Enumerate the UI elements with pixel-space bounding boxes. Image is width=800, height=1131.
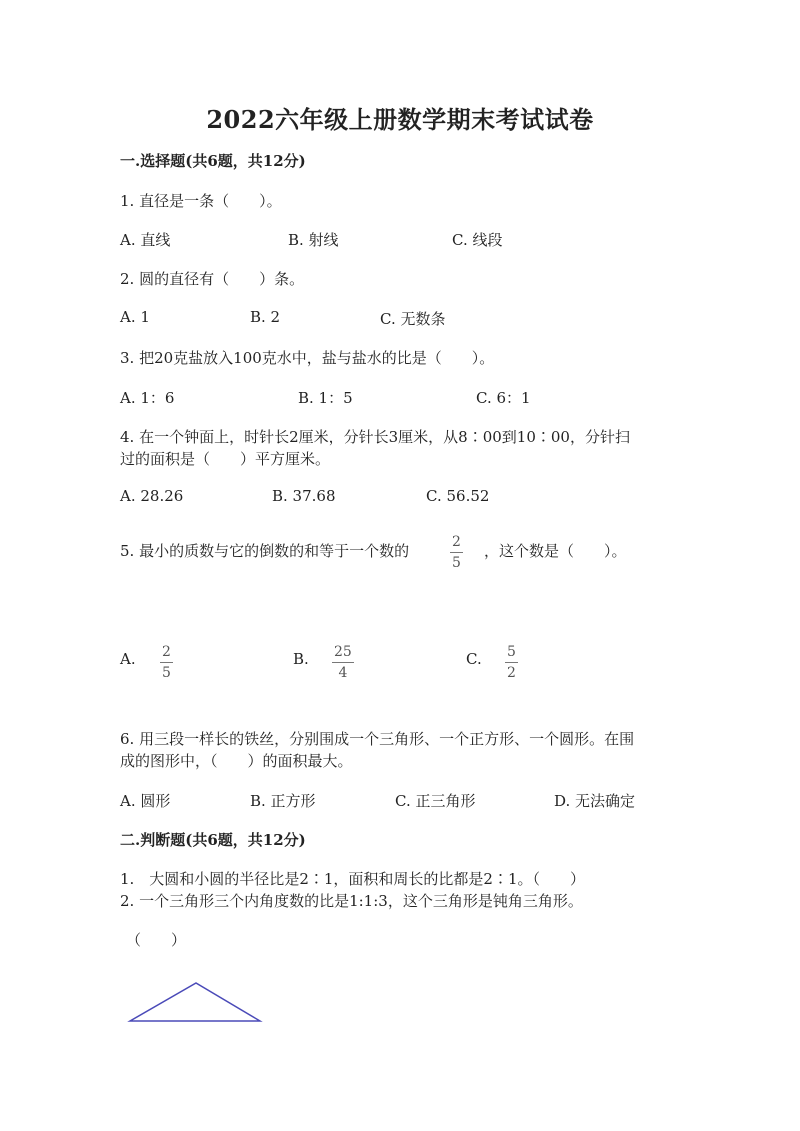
fraction-denominator: 5	[162, 665, 171, 681]
question-4-line-2: 过的面积是（ ）平方厘米。	[120, 450, 331, 468]
q2-option-c: C. 无数条	[380, 310, 446, 328]
obtuse-triangle-figure	[120, 975, 270, 1030]
q2-option-b: B. 2	[250, 308, 281, 326]
q6-option-c: C. 正三角形	[395, 792, 476, 810]
q2-option-a: A. 1	[120, 308, 150, 326]
question-4-line-1: 4. 在一个钟面上，时针长2厘米，分针长3厘米，从8∶00到10∶00，分针扫	[120, 428, 630, 446]
section-heading-judgement: 二.判断题(共6题，共12分)	[120, 831, 306, 849]
question-2: 2. 圆的直径有（ ）条。	[120, 270, 305, 288]
q1-option-b: B. 射线	[288, 231, 339, 249]
q5-option-c-fraction	[505, 645, 518, 680]
fraction-denominator: 2	[507, 665, 516, 681]
judgement-question-2: 2. 一个三角形三个内角度数的比是1:1:3，这个三角形是钝角三角形。	[120, 892, 583, 910]
question-5-text: 5. 最小的质数与它的倒数的和等于一个数的	[120, 542, 410, 560]
judgement-question-2-blank: （ ）	[126, 931, 187, 949]
q5-option-b-label: B.	[293, 650, 309, 668]
fraction-numerator: 2	[162, 644, 171, 660]
q3-option-b: B. 1：5	[298, 389, 353, 407]
q6-option-b: B. 正方形	[250, 792, 316, 810]
judgement-question-1: 1. 大圆和小圆的半径比是2∶1，面积和周长的比都是2∶1。（ ）	[120, 870, 585, 888]
page-title: 2022六年级上册数学期末考试试卷	[206, 105, 594, 134]
q1-option-c: C. 线段	[452, 231, 503, 249]
q5-option-a-fraction	[160, 645, 173, 680]
q4-option-c: C. 56.52	[426, 487, 490, 505]
q6-option-d: D. 无法确定	[554, 792, 636, 810]
q4-option-b: B. 37.68	[272, 487, 336, 505]
q5-option-b-fraction	[332, 645, 354, 680]
q1-option-a: A. 直线	[120, 231, 171, 249]
question-3: 3. 把20克盐放入100克水中，盐与盐水的比是（ ）。	[120, 349, 495, 367]
question-6-line-1: 6. 用三段一样长的铁丝，分别围成一个三角形、一个正方形、一个圆形。在围	[120, 730, 635, 748]
triangle-shape	[130, 983, 260, 1021]
question-1: 1. 直径是一条（ ）。	[120, 192, 282, 210]
q3-option-c: C. 6：1	[476, 389, 531, 407]
fraction-numerator: 5	[507, 644, 516, 660]
question-5-fraction	[450, 535, 463, 570]
fraction-numerator: 2	[452, 534, 461, 550]
q4-option-a: A. 28.26	[120, 487, 184, 505]
q6-option-a: A. 圆形	[120, 792, 171, 810]
fraction-denominator: 4	[338, 665, 348, 681]
fraction-numerator: 25	[334, 644, 352, 660]
question-6-line-2: 成的图形中，（ ）的面积最大。	[120, 752, 353, 770]
q3-option-a: A. 1：6	[120, 389, 175, 407]
question-5-text-end: ，这个数是（ ）。	[484, 542, 627, 560]
section-heading-choice: 一.选择题(共6题，共12分)	[120, 152, 306, 170]
fraction-denominator: 5	[452, 555, 461, 571]
q5-option-c-label: C.	[466, 650, 482, 668]
q5-option-a-label: A.	[120, 650, 136, 668]
